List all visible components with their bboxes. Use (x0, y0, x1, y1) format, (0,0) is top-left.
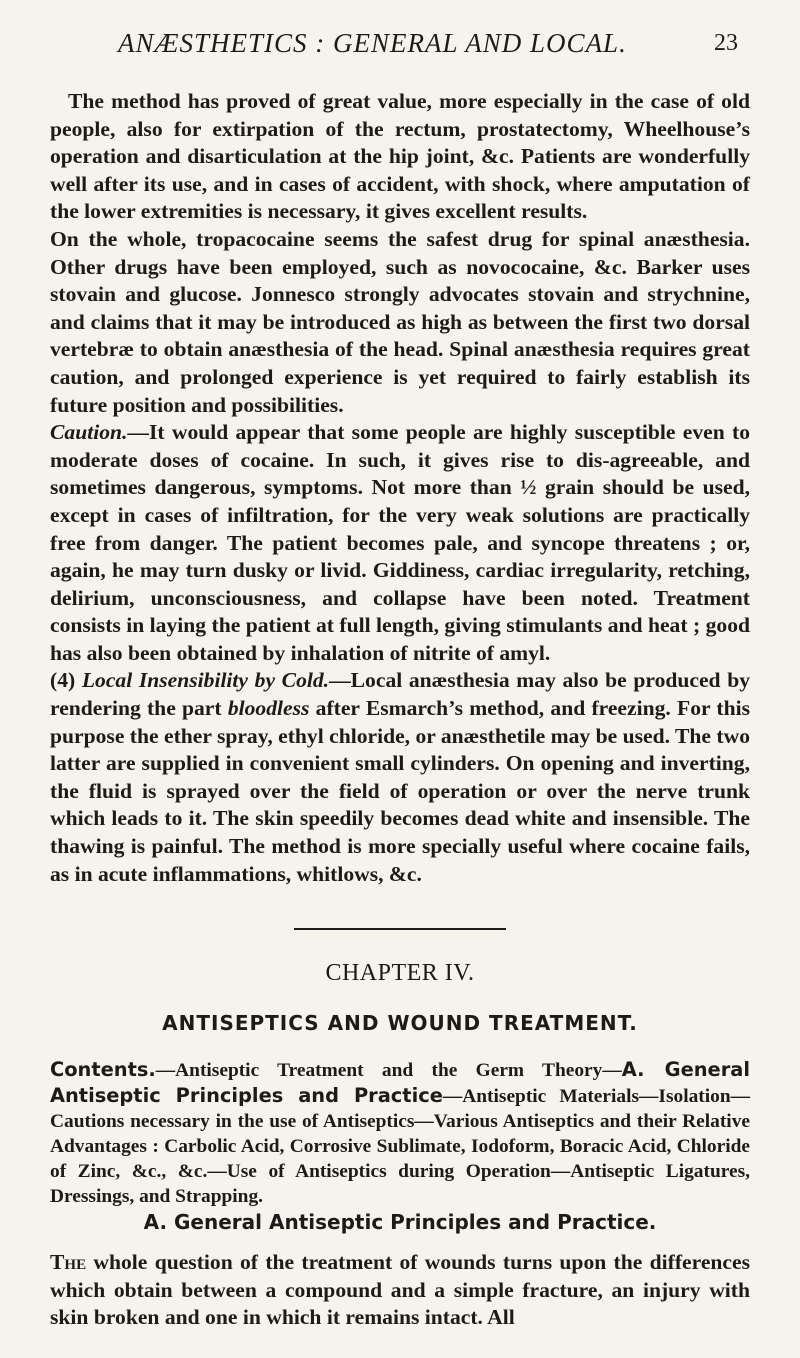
paragraph-caution (50, 419, 750, 667)
page-number: 23 (714, 30, 738, 56)
contents-section: A. General Antiseptic Principles and Practice (50, 1058, 750, 1108)
chapter-number: CHAPTER IV. (325, 960, 475, 987)
wounds-lead: The (50, 1250, 87, 1274)
divider-rule (294, 928, 506, 930)
bloodless-word: bloodless (227, 696, 310, 721)
contents-label: Contents. (50, 1058, 156, 1082)
local-insensibility-text-a: —Local anæsthesia may also be produced by rendering the part (50, 668, 750, 721)
caution-text: —It would appear that some people are highly susceptible even to moderate doses of cocaine. In such, it gives rise to dis-agreeable, and sometimes dangerous, symptoms. Not more than ½ grain should be used, except in cases of infiltration, for the very weak solutions are practically free from danger. The patient becomes pale, and syncope threatens ; or, again, he may turn dusky or livid. Giddiness, cardiac irregularity, retching, delirium, unconsciousness, and collapse have been noted. Treatment consists in laying the patient at full length, giving stimulants and heat ; good has also been obtained by inhalation of nitrite of amyl. (50, 420, 750, 665)
section-number: (4) (50, 668, 76, 693)
paragraph-method: The method has proved of great value, more especially in the case of old people, also for extirpation of the rectum, prostatectomy, Wheelhouse’s operation and disarticulation at the hip joint, &c. Patients are wonderfully well after its use, and in cases of accident, with shock, where amputation of the lower extremities is necessary, it gives excellent results. (50, 89, 750, 224)
chapter-contents (50, 1057, 750, 1209)
paragraph-local-insensibility (50, 667, 750, 888)
contents-text-a: —Antiseptic Treatment and the Germ Theory— (155, 1060, 622, 1082)
local-insensibility-lead: Local Insensibility by Cold. (81, 668, 330, 693)
wounds-text: whole question of the treatment of wounds turns upon the differences which obtain between a compound and a simple fracture, an injury with skin broken and one in which it remains intact. All (50, 1250, 750, 1330)
paragraph-wounds (50, 1249, 750, 1332)
local-insensibility-text-b: after Esmarch’s method, and freezing. For this purpose the ether spray, ethyl chloride, or anæsthetile may be used. The two latter are supplied in convenient small cylinders. On opening and inverting, the fluid is sprayed over the field of operation or over the nerve trunk which leads to it. The skin speedily becomes dead white and insensible. The thawing is painful. The method is more specially useful where cocaine fails, as in acute inflammations, whitlows, &c. (50, 696, 751, 886)
section-heading: A. General Antiseptic Principles and Practice. (143, 1210, 657, 1235)
caution-lead: Caution. (50, 420, 128, 445)
page-header (0, 28, 800, 68)
chapter-title: ANTISEPTICS AND WOUND TREATMENT. (162, 1010, 638, 1035)
contents-text-b: —Antiseptic Materials—Isolation—Cautions necessary in the use of Antiseptics—Various Antiseptics and their Relative Advantages : Carbolic Acid, Corrosive Sublimate, Iodoform, Boracic Acid, Chloride of Zinc, &c., &c.—Use of Antiseptics during Operation—Antiseptic Ligatures, Dressings, and Strapping. (50, 1086, 751, 1208)
running-head: ANÆSTHETICS : GENERAL AND LOCAL. (118, 28, 627, 58)
page-body (50, 88, 750, 1332)
paragraph-tropacocaine: On the whole, tropacocaine seems the safest drug for spinal anæsthesia. Other drugs have been employed, such as novococaine, &c. Barker uses stovain and glucose. Jonnesco strongly advocates stovain and strychnine, and claims that it may be introduced as high as between the first two dorsal vertebræ to obtain anæsthesia of the head. Spinal anæsthesia requires great caution, and prolonged experience is yet required to fairly establish its future position and possibilities. (50, 226, 750, 417)
